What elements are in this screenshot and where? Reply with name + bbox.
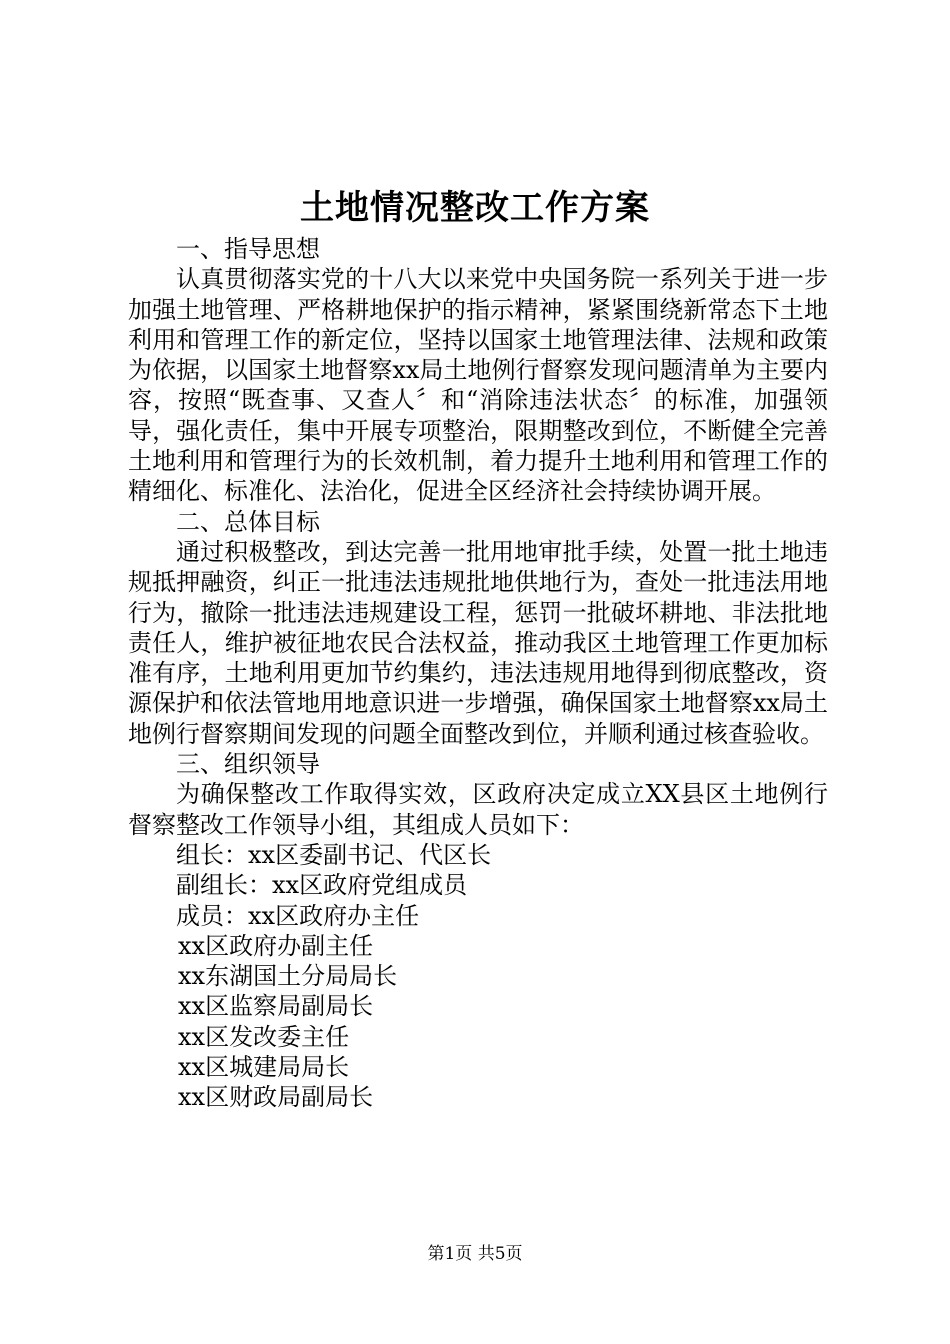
member-deputy-leader: 副组长：xx区政府党组成员 bbox=[176, 871, 468, 900]
section-paragraph-overall-goal: 通过积极整改，到达完善一批用地审批手续，处置一批土地违规抵押融资，纠正一批违法违规批地供地行为，查处一批违法用地行为，撤除一批违法违规建设工程，惩罚一批破坏耕地、非法批地责任人，维护被征地农民合法权益，推动我区土地管理工作更加标准有序，土地利用更加节约集约，违法违规用地得到彻底整改，资源保护和依法管地用地意识进一步增强，确保国家土地督察xx局土地例行督察期间发现的问题全面整改到位，并顺利通过核查验收。 bbox=[128, 537, 828, 748]
section-heading-guiding-ideology: 一、指导思想 bbox=[176, 235, 320, 263]
member-unit: xx区财政局副局长 bbox=[178, 1083, 374, 1112]
member-members: 成员：xx区政府办主任 bbox=[176, 901, 420, 930]
document-title: 土地情况整改工作方案 bbox=[300, 188, 650, 228]
member-unit: xx区政府办副主任 bbox=[178, 931, 374, 960]
section-paragraph-guiding-ideology: 认真贯彻落实党的十八大以来党中央国务院一系列关于进一步加强土地管理、严格耕地保护的指示精神，紧紧围绕新常态下土地利用和管理工作的新定位，坚持以国家土地管理法律、法规和政策为依据，以国家土地督察xx局土地例行督察发现问题清单为主要内容，按照“既查事、又查人〞和“消除违法状态〞的标准，加强领导，强化责任，集中开展专项整治，限期整改到位，不断健全完善土地利用和管理行为的长效机制，着力提升土地利用和管理工作的精细化、标准化、法治化，促进全区经济社会持续协调开展。 bbox=[128, 265, 828, 506]
member-unit: xx区监察局副局长 bbox=[178, 992, 374, 1021]
member-unit: xx东湖国土分局局长 bbox=[178, 962, 398, 991]
section-heading-overall-goal: 二、总体目标 bbox=[176, 507, 320, 536]
document-body bbox=[128, 234, 828, 1113]
section-paragraph-organization: 为确保整改工作取得实效，区政府决定成立XX县区土地例行督察整改工作领导小组，其组成人员如下： bbox=[128, 780, 828, 839]
section-heading-organization: 三、组织领导 bbox=[176, 750, 320, 779]
member-unit: xx区城建局局长 bbox=[178, 1053, 350, 1082]
member-leader: 组长：xx区委副书记、代区长 bbox=[176, 840, 492, 869]
page-number: 第1页 共5页 bbox=[427, 1244, 523, 1264]
member-unit: xx区发改委主任 bbox=[178, 1022, 350, 1051]
